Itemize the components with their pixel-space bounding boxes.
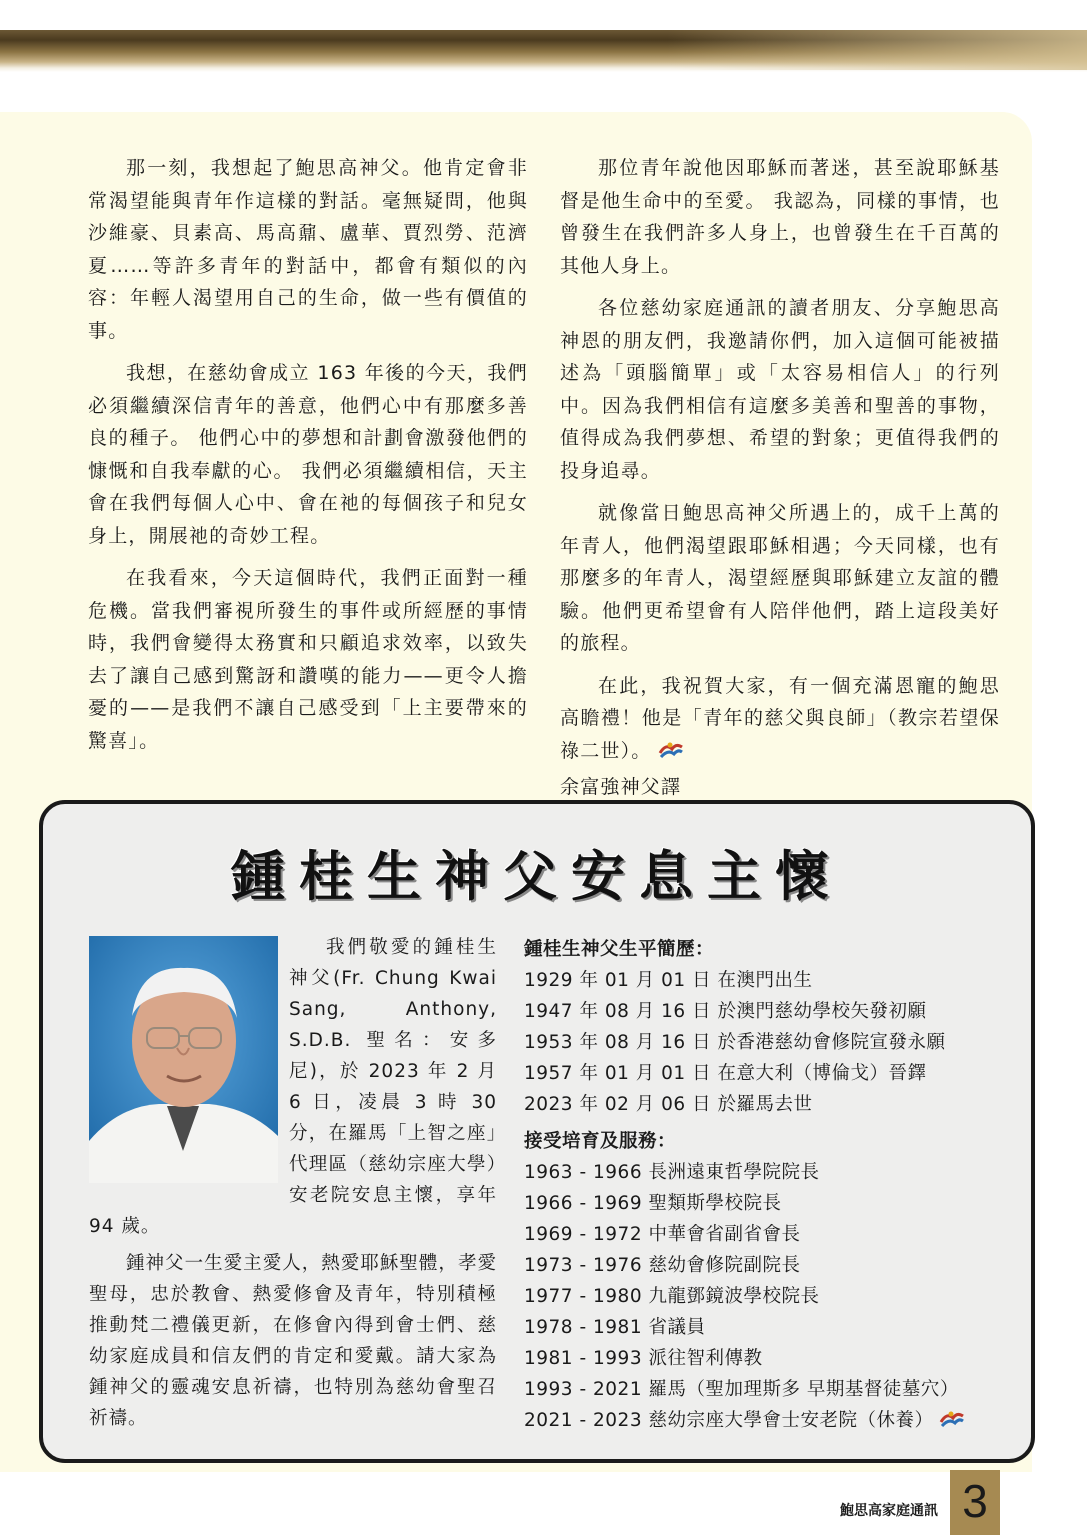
paragraph-closing-text: 在此，我祝賀大家，有一個充滿恩寵的鮑思高瞻禮！他是「青年的慈父與良師」（教宗若望保祿二世）。 [560,674,1000,762]
obituary-box [39,800,1035,1463]
obituary-title: 鍾桂生神父安息主懷 [231,845,843,908]
translator-credit: 余富強神父譯 [560,776,682,798]
paragraph-closing [560,670,1000,768]
service-item: 1966 - 1969 聖類斯學校院長 [524,1193,782,1214]
header-band [0,0,1087,72]
salesian-emblem-icon [658,739,684,761]
photo-float-space [89,932,289,1190]
service-item: 1973 - 1976 慈幼會修院副院長 [524,1255,801,1276]
service-item: 1981 - 1993 派往智利傳教 [524,1348,763,1369]
service-item-text: 2021 - 2023 慈幼宗座大學會士安老院（休養） [524,1410,934,1431]
salesian-emblem-icon [939,1408,965,1430]
service-heading: 接受培育及服務： [524,1131,677,1152]
bio-item: 1929 年 01 月 01 日 在澳門出生 [524,970,813,991]
biography-timeline [524,934,1014,1436]
bio-item: 1947 年 08 月 16 日 於澳門慈幼學校矢發初願 [524,1001,927,1022]
paragraph: 那一刻，我想起了鮑思高神父。他肯定會非常渴望能與青年作這樣的對話。毫無疑問，他與沙維豪、貝素高、馬高鼐、盧華、賈烈勞、范濟夏……等許多青年的對話中，都會有類似的內容：年輕人渴望用自己的生命，做一些有價值的事。 [88,157,528,342]
service-item: 1977 - 1980 九龍鄧鏡波學校院長 [524,1286,820,1307]
paragraph: 我想，在慈幼會成立 163 年後的今天，我們必須繼續深信青年的善意，他們心中有那麼多善良的種子。 他們心中的夢想和計劃會激發他們的慷慨和自我奉獻的心。 我們必須繼續相信，天主會在我們每個人心中、會在祂的每個孩子和兒女身上，開展祂的奇妙工程。 [88,362,528,547]
article-right-column [560,152,1000,814]
service-item: 1969 - 1972 中華會省副省會長 [524,1224,801,1245]
service-item: 1978 - 1981 省議員 [524,1317,706,1338]
publication-name: 鮑思高家庭通訊 [840,1503,938,1519]
paragraph: 各位慈幼家庭通訊的讀者朋友、分享鮑思高神恩的朋友們，我邀請你們，加入這個可能被描述為「頭腦簡單」或「太容易相信人」的行列中。因為我們相信有這麼多美善和聖善的事物，值得成為我們夢想、希望的對象；更值得我們的投身追尋。 [560,297,1000,482]
obituary-paragraph: 鍾神父一生愛主愛人，熱愛耶穌聖體，孝愛聖母，忠於教會、熱愛修會及青年，特別積極推動梵二禮儀更新，在修會內得到會士們、慈幼家庭成員和信友們的肯定和愛戴。請大家為鍾神父的靈魂安息祈禱，也特別為慈幼會聖召祈禱。 [89,1253,497,1429]
page-number: 3 [950,1470,1000,1535]
obituary-paragraph: 我們敬愛的鍾桂生神父(Fr. Chung Kwai Sang, Anthony, S.D.B. 聖名：安多尼)，於 2023 年 2 月 6 日，凌晨 3 時 30 分，在羅馬「上智之座」代理區（慈幼宗座大學）安老院安息主懷，享年 94 歲。 [89,937,497,1237]
service-item-last [524,1405,1014,1436]
bio-item: 1953 年 08 月 16 日 於香港慈幼會修院宣發永願 [524,1032,946,1053]
paragraph: 就像當日鮑思高神父所遇上的，成千上萬的年青人，他們渴望跟耶穌相遇；今天同樣，也有那麼多的年青人，渴望經歷與耶穌建立友誼的體驗。他們更希望會有人陪伴他們，踏上這段美好的旅程。 [560,502,1000,654]
paragraph: 那位青年說他因耶穌而著迷，甚至說耶穌基督是他生命中的至愛。 我認為，同樣的事情，也曾發生在我們許多人身上，也曾發生在千百萬的其他人身上。 [560,157,1000,277]
header-band-fade [667,30,1087,70]
service-item: 1993 - 2021 羅馬（聖加理斯多 早期基督徒墓穴） [524,1379,959,1400]
paragraph: 在我看來，今天這個時代，我們正面對一種危機。當我們審視所發生的事件或所經歷的事情時，我們會變得太務實和只顧追求效率，以致失去了讓自己感到驚訝和讚嘆的能力——更令人擔憂的——是我們不讓自己感受到「上主要帶來的驚喜」。 [88,567,528,752]
bio-heading: 鍾桂生神父生平簡歷： [524,939,715,960]
service-item: 1963 - 1966 長洲遠東哲學院院長 [524,1162,820,1183]
bio-item: 2023 年 02 月 06 日 於羅馬去世 [524,1094,813,1115]
obituary-intro [89,932,497,1440]
bio-item: 1957 年 01 月 01 日 在意大利（博倫戈）晉鐸 [524,1063,927,1084]
article-left-column [88,152,528,767]
